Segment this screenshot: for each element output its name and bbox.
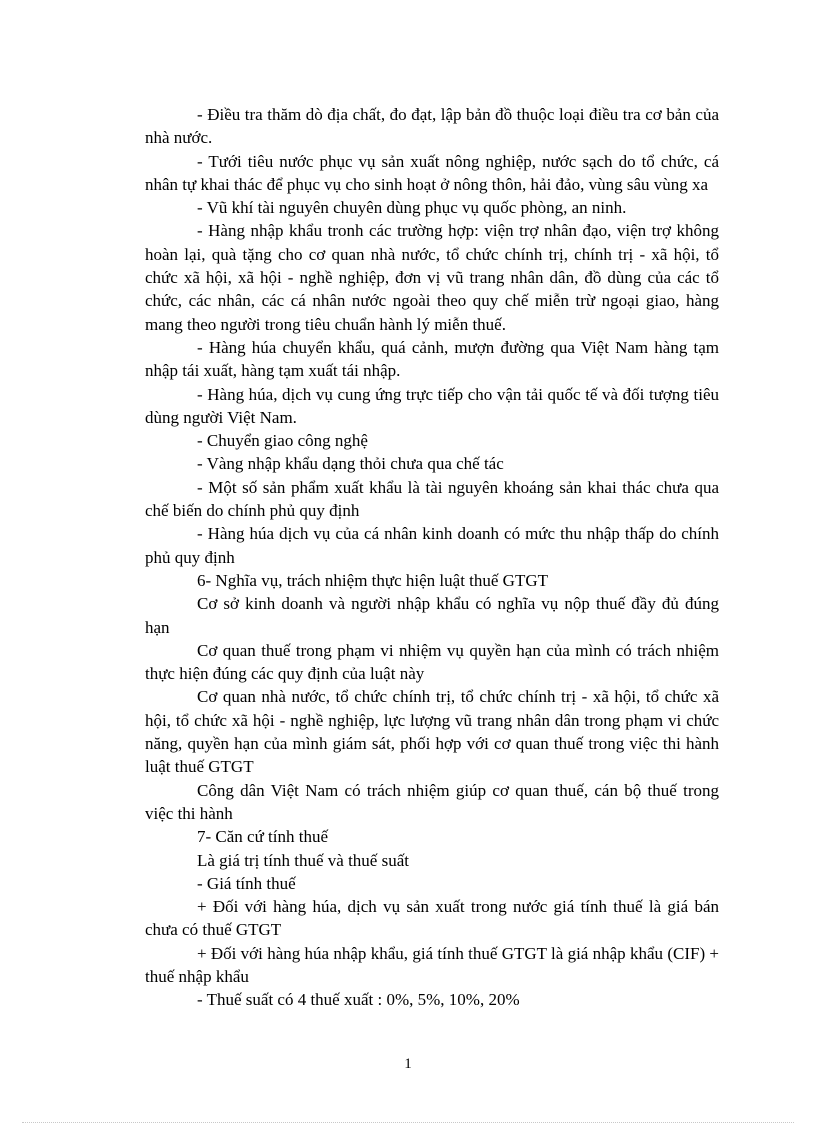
paragraph-imported-goods: - Hàng nhập khẩu tronh các trường hợp: viện trợ nhân đạo, viện trợ không hoàn lại, quà tặng cho cơ quan nhà nước, tổ chức chính trị, chính trị - xã hội, tổ chức xã hội, xã hội - nghề nghiệp, đơn vị vũ trang nhân dân, đồ dùng của các tổ chức, các nhân, các cá nhân nước ngoài theo quy chế miễn trừ ngoại giao, hàng mang theo người trong tiêu chuẩn hành lý miễn thuế. (145, 221, 719, 334)
paragraph-tax-basis-intro: Là giá trị tính thuế và thuế suất (197, 850, 409, 870)
paragraph-gold-import: - Vàng nhập khẩu dạng thỏi chưa qua chế tác (197, 454, 504, 474)
paragraph-weapons: - Vũ khí tài nguyên chuyên dùng phục vụ quốc phòng, an ninh. (197, 198, 627, 218)
page-number: 1 (404, 1056, 412, 1072)
paragraph-state-agencies: Cơ quan nhà nước, tổ chức chính trị, tổ chức chính trị - xã hội, tổ chức xã hội, tổ chức xã hội - nghề nghiệp, lực lượng vũ trang nhân dân trong phạm vi chức năng, quyền hạn của mình giám sát, phối hợp với cơ quan thuế trong việc thi hành luật thuế GTGT (145, 687, 719, 777)
paragraph-irrigation-water: - Tưới tiêu nước phục vụ sản xuất nông nghiệp, nước sạch do tổ chức, cá nhân tự khai thác để phục vụ cho sinh hoạt ở nông thôn, hải đảo, vùng sâu vùng xa (145, 151, 719, 194)
section-heading-tax-basis: 7- Căn cứ tính thuế (197, 827, 329, 847)
paragraph-low-income-business: - Hàng húa dịch vụ của cá nhân kinh doanh có mức thu nhập thấp do chính phủ quy định (145, 524, 719, 567)
paragraph-citizens: Công dân Việt Nam có trách nhiệm giúp cơ quan thuế, cán bộ thuế trong việc thi hành (145, 780, 719, 823)
paragraph-geological-survey: - Điều tra thăm dò địa chất, đo đạt, lập bản đồ thuộc loại điều tra cơ bản của nhà nước. (145, 105, 719, 148)
section-heading-obligations: 6- Nghĩa vụ, trách nhiệm thực hiện luật thuế GTGT (197, 570, 549, 590)
paragraph-transit-goods: - Hàng húa chuyển khẩu, quá cảnh, mượn đường qua Việt Nam hàng tạm nhập tái xuất, hàng tạm xuất tái nhập. (145, 337, 719, 381)
paragraph-business-obligation: Cơ sở kinh doanh và người nhập khẩu có nghĩa vụ nộp thuế đầy đủ đúng hạn (145, 594, 719, 637)
paragraph-international-transport: - Hàng húa, dịch vụ cung ứng trực tiếp cho vận tải quốc tế và đối tượng tiêu dùng người Việt Nam. (145, 384, 719, 427)
paragraph-mineral-export: - Một số sản phẩm xuất khẩu là tài nguyên khoáng sản khai thác chưa qua chế biến do chính phủ quy định (145, 477, 719, 521)
paragraph-tax-authority: Cơ quan thuế trong phạm vi nhiệm vụ quyền hạn của mình có trách nhiệm thực hiện đúng các quy định của luật này (145, 640, 719, 684)
paragraph-taxable-price: - Giá tính thuế (197, 873, 296, 893)
paragraph-import-price: + Đối với hàng húa nhập khẩu, giá tính thuế GTGT là giá nhập khẩu (CIF) + thuế nhập khẩu (145, 943, 719, 986)
document-body (145, 103, 719, 1012)
paragraph-tax-rates: - Thuế suất có 4 thuế xuất : 0%, 5%, 10%, 20% (197, 990, 520, 1010)
paragraph-technology-transfer: - Chuyển giao công nghệ (197, 431, 368, 451)
paragraph-domestic-price: + Đối với hàng húa, dịch vụ sản xuất trong nước giá tính thuế là giá bán chưa có thuế GTGT (145, 897, 719, 940)
